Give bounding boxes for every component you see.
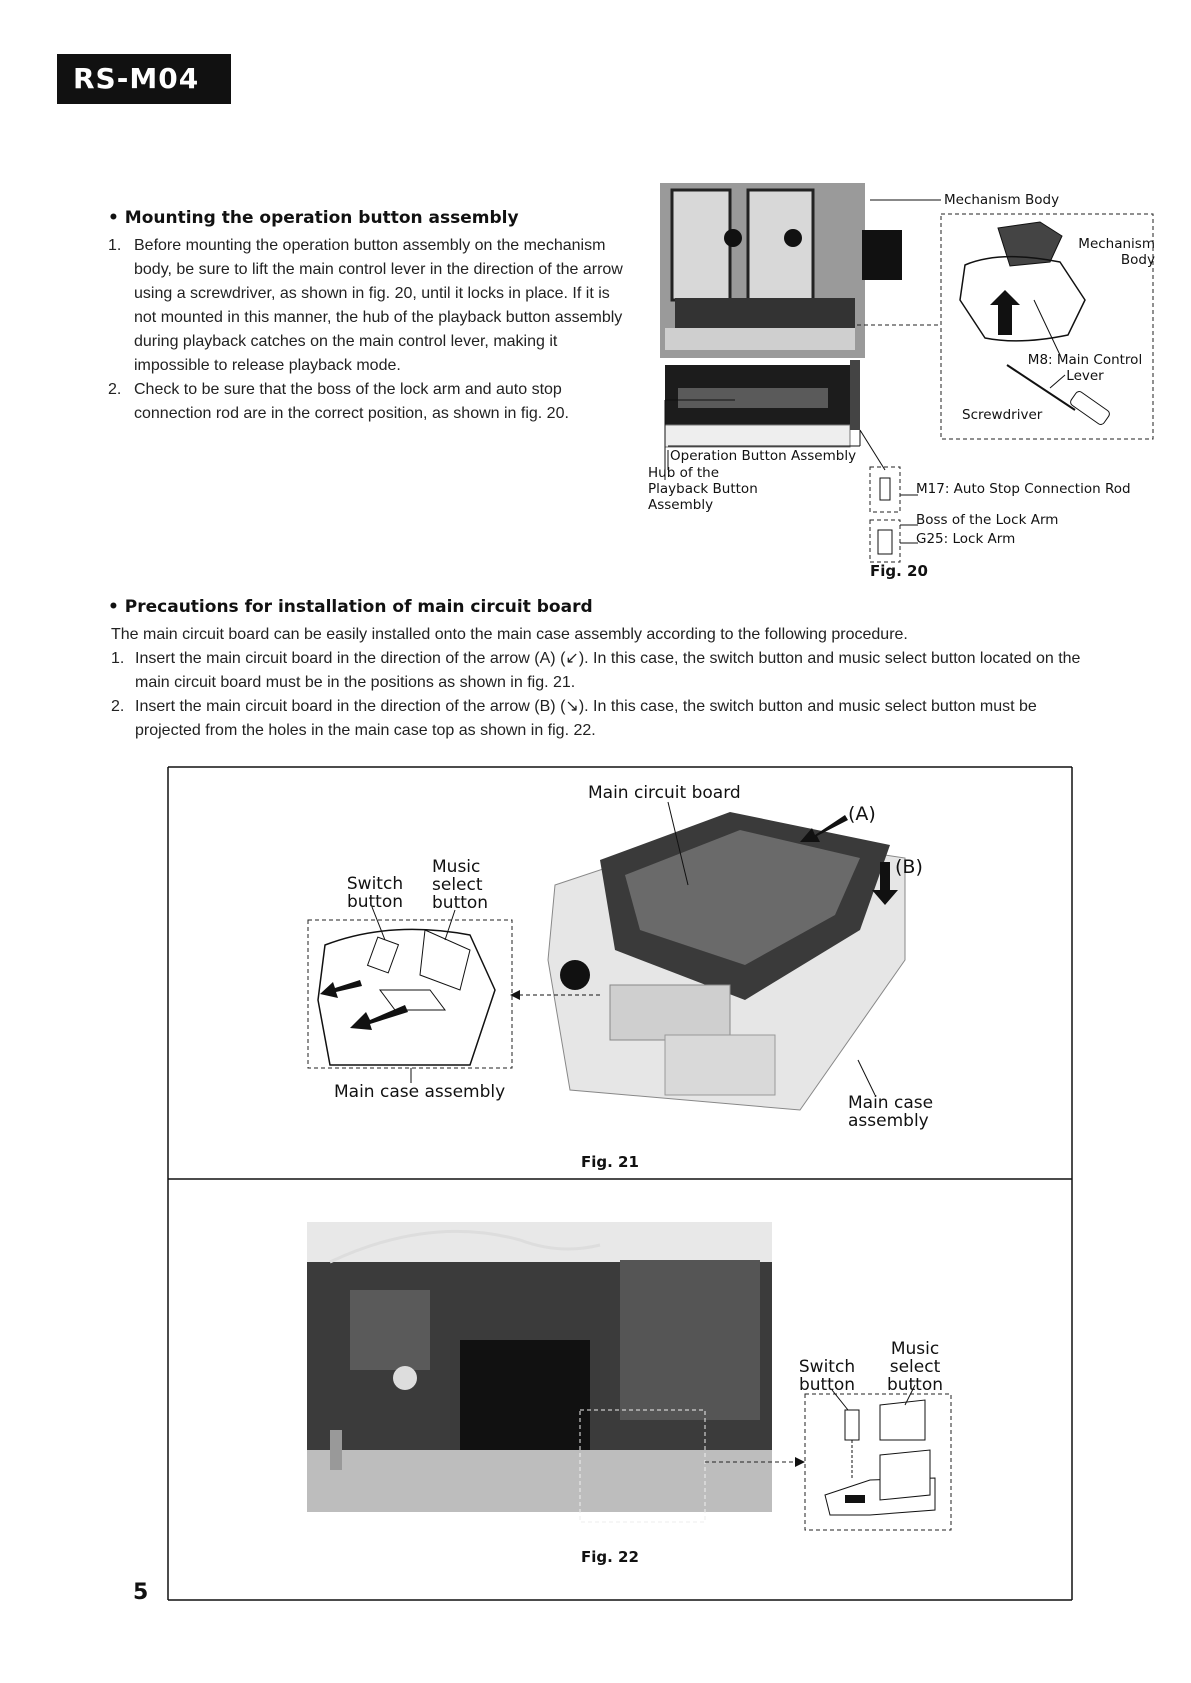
label-screwdriver: Screwdriver <box>962 407 1043 423</box>
label-arrow-b: (B) <box>895 856 923 878</box>
label-switch-button-fig22: Switch button <box>798 1357 856 1395</box>
label-operation-button-assembly: Operation Button Assembly <box>670 448 857 464</box>
label-g25-lock-arm: G25: Lock Arm <box>916 531 1016 547</box>
item-text: Before mounting the operation button assembly on the mechanism body, be sure to lift the main control lever in the direction of the arrow using a screwdriver, as shown in fig. 20, until it locks in place. If it is not mounted in this manner, the hub of the playback button assembly during playback catches on the main control lever, making it impossible to release playback mode. <box>134 237 623 374</box>
label-main-circuit-board: Main circuit board <box>588 783 741 803</box>
item-text: Check to be sure that the boss of the lock arm and auto stop connection rod are in the correct position, as shown in fig. 20. <box>134 381 569 422</box>
label-switch-button-fig21: Switch button <box>346 874 404 912</box>
page-number: 5 <box>133 1580 149 1605</box>
fig22-caption: Fig. 22 <box>581 1548 639 1566</box>
label-music-select-button-fig22: Music select button <box>886 1339 944 1395</box>
label-mechanism-body: Mechanism Body <box>944 192 1060 208</box>
section2-intro: The main circuit board can be easily installed onto the main case assembly according to the following procedure. <box>111 626 908 643</box>
fig20-caption: Fig. 20 <box>870 562 928 580</box>
section1-title: • Mounting the operation button assembly <box>108 208 519 228</box>
label-arrow-a: (A) <box>848 803 876 825</box>
label-m17-auto-stop-rod: M17: Auto Stop Connection Rod <box>916 481 1131 497</box>
item-number: 1. <box>111 650 125 667</box>
item-number: 2. <box>108 381 122 398</box>
item-number: 2. <box>111 698 125 715</box>
section2-title: • Precautions for installation of main circuit board <box>108 597 593 617</box>
label-main-case-assembly-right: Main case assembly <box>848 1093 934 1131</box>
label-mechanism-body-inset: Mechanism Body <box>1078 236 1155 268</box>
label-main-case-assembly-left: Main case assembly <box>334 1082 506 1102</box>
item-text: Insert the main circuit board in the direction of the arrow (B) (↘). In this case, the switch button and music select button must be projected from the holes in the main case top as shown in fig. 22. <box>135 698 1037 739</box>
fig21-caption: Fig. 21 <box>581 1153 639 1171</box>
item-text: Insert the main circuit board in the direction of the arrow (A) (↙). In this case, the switch button and music select button located on the main circuit board must be in the positions as shown in fig. 21. <box>135 650 1081 691</box>
label-hub-playback-button: Hub of the Playback Button Assembly <box>648 465 758 513</box>
label-music-select-button-fig21: Music select button <box>432 857 489 913</box>
label-boss-lock-arm: Boss of the Lock Arm <box>916 512 1059 528</box>
label-m8-main-control-lever: M8: Main Control Lever <box>1027 352 1143 384</box>
item-number: 1. <box>108 237 122 254</box>
model-badge: RS-M04 <box>57 54 231 104</box>
